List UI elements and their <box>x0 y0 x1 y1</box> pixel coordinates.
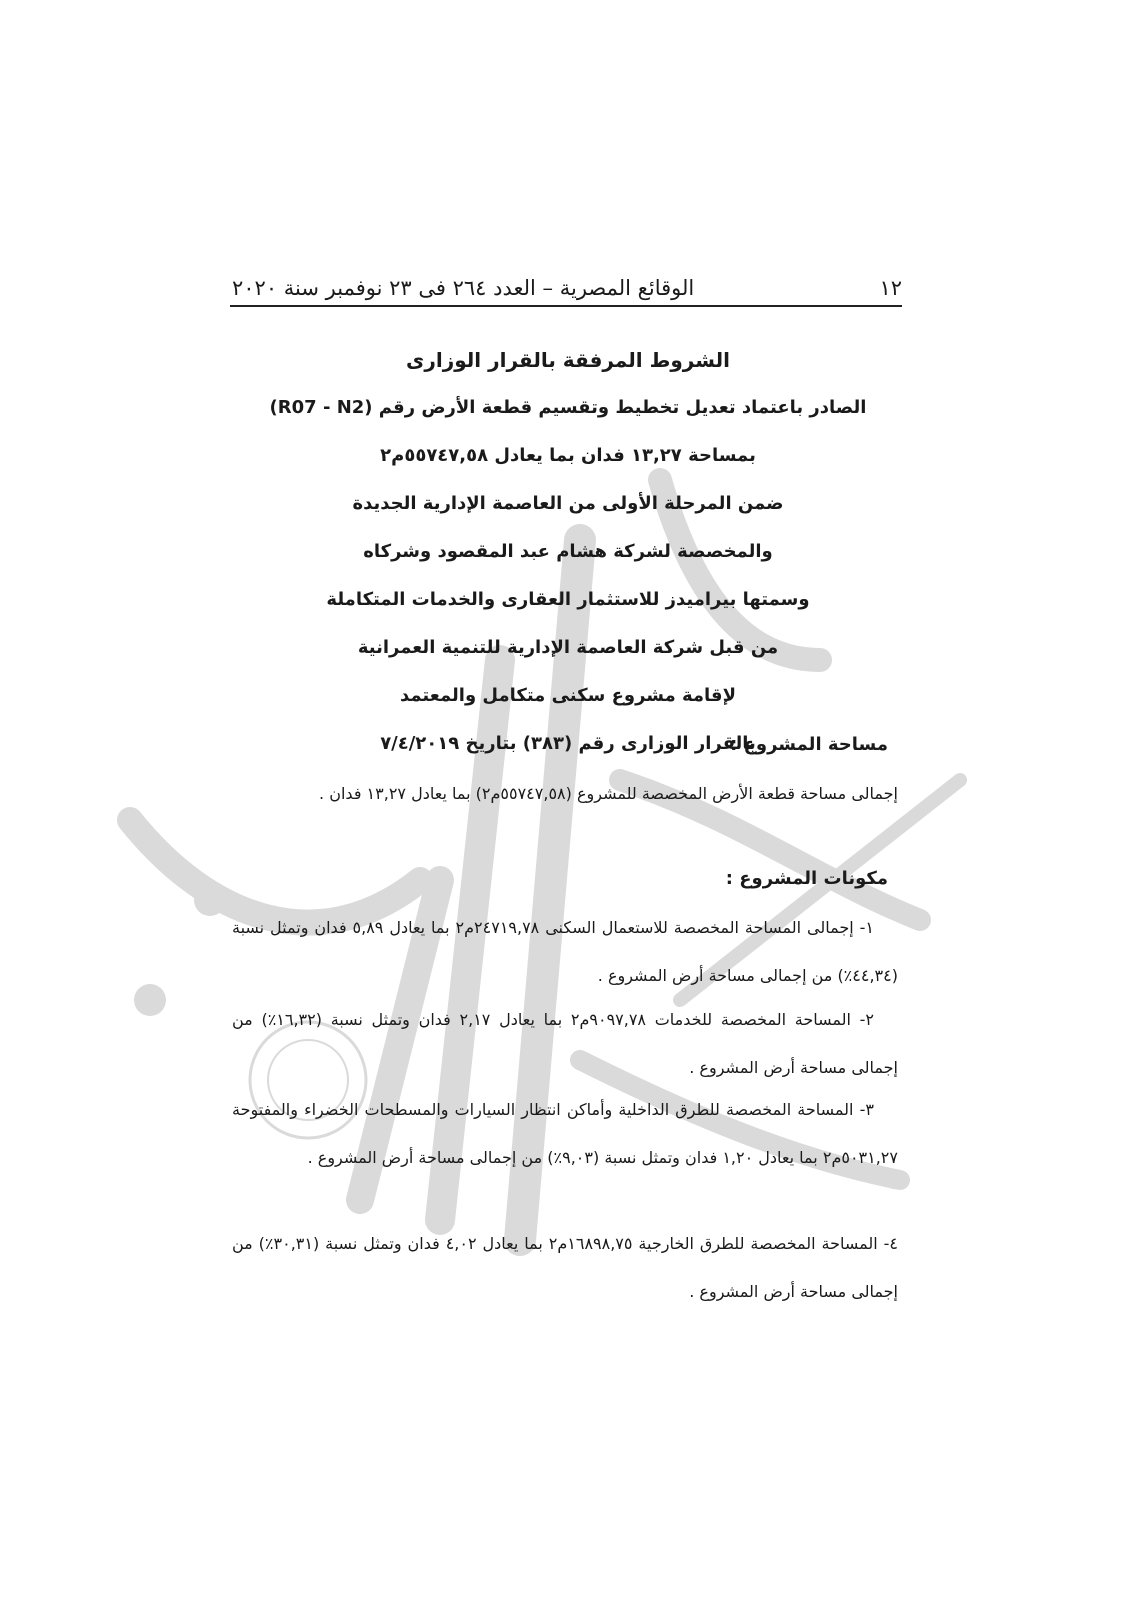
header-divider <box>230 305 902 307</box>
publication-title: الوقائع المصرية – العدد ٢٦٤ فى ٢٣ نوفمبر سنة ٢٠٢٠ <box>232 276 695 300</box>
decree-title-line: وسمتها بيراميدز للاستثمار العقارى والخدمات المتكاملة <box>326 589 810 610</box>
component-item: ٤- المساحة المخصصة للطرق الخارجية ١٦٨٩٨,٧٥م٢ بما يعادل ٤,٠٢ فدان وتمثل نسبة (٣٠,٣١٪) من إجمالى مساحة أرض المشروع . <box>232 1234 899 1301</box>
decree-title-line: بمساحة ١٣,٢٧ فدان بما يعادل ٥٥٧٤٧,٥٨م٢ <box>380 445 756 466</box>
component-item: ٢- المساحة المخصصة للخدمات ٩٠٩٧,٧٨م٢ بما يعادل ٢,١٧ فدان وتمثل نسبة (١٦,٣٢٪) من إجمالى مساحة أرض المشروع . <box>232 1010 898 1077</box>
decree-title-line: والمخصصة لشركة هشام عبد المقصود وشركاه <box>363 541 773 562</box>
decree-title-line: بالقرار الوزارى رقم (٣٨٣) بتاريخ ٧/٤/٢٠١٩ <box>380 733 756 754</box>
project-area-paragraph: إجمالى مساحة قطعة الأرض المخصصة للمشروع (٥٥٧٤٧,٥٨م٢) بما يعادل ١٣,٢٧ فدان . <box>319 784 898 803</box>
component-item: ١- إجمالى المساحة المخصصة للاستعمال السكنى ٢٤٧١٩,٧٨م٢ بما يعادل ٥,٨٩ فدان وتمثل نسبة (٤٤,٣٤٪) من إجمالى مساحة أرض المشروع . <box>232 918 898 985</box>
component-item: ٣- المساحة المخصصة للطرق الداخلية وأماكن انتظار السيارات والمسطحات الخضراء والمفتوحة ٥٠٣١,٢٧م٢ بما يعادل ١,٢٠ فدان وتمثل نسبة (٩,٠٣٪) من إجمالى مساحة أرض المشروع . <box>232 1100 898 1167</box>
decree-main-title: الشروط المرفقة بالقرار الوزارى <box>406 348 730 372</box>
project-components-heading: مكونات المشروع : <box>725 868 888 889</box>
page-header <box>232 258 902 300</box>
watermark-dot <box>194 884 226 916</box>
decree-title-line: من قبل شركة العاصمة الإدارية للتنمية العمرانية <box>357 637 779 658</box>
project-area-heading: مساحة المشروع : <box>730 734 888 755</box>
decree-title-line: الصادر باعتماد تعديل تخطيط وتقسيم قطعة الأرض رقم (R07 - N2) <box>269 397 867 418</box>
page-number: ١٢ <box>879 276 902 300</box>
watermark-dot <box>134 984 166 1016</box>
decree-title-line: ضمن المرحلة الأولى من العاصمة الإدارية الجديدة <box>352 493 784 514</box>
decree-title-block <box>232 336 904 768</box>
decree-title-line: لإقامة مشروع سكنى متكامل والمعتمد <box>399 685 737 706</box>
